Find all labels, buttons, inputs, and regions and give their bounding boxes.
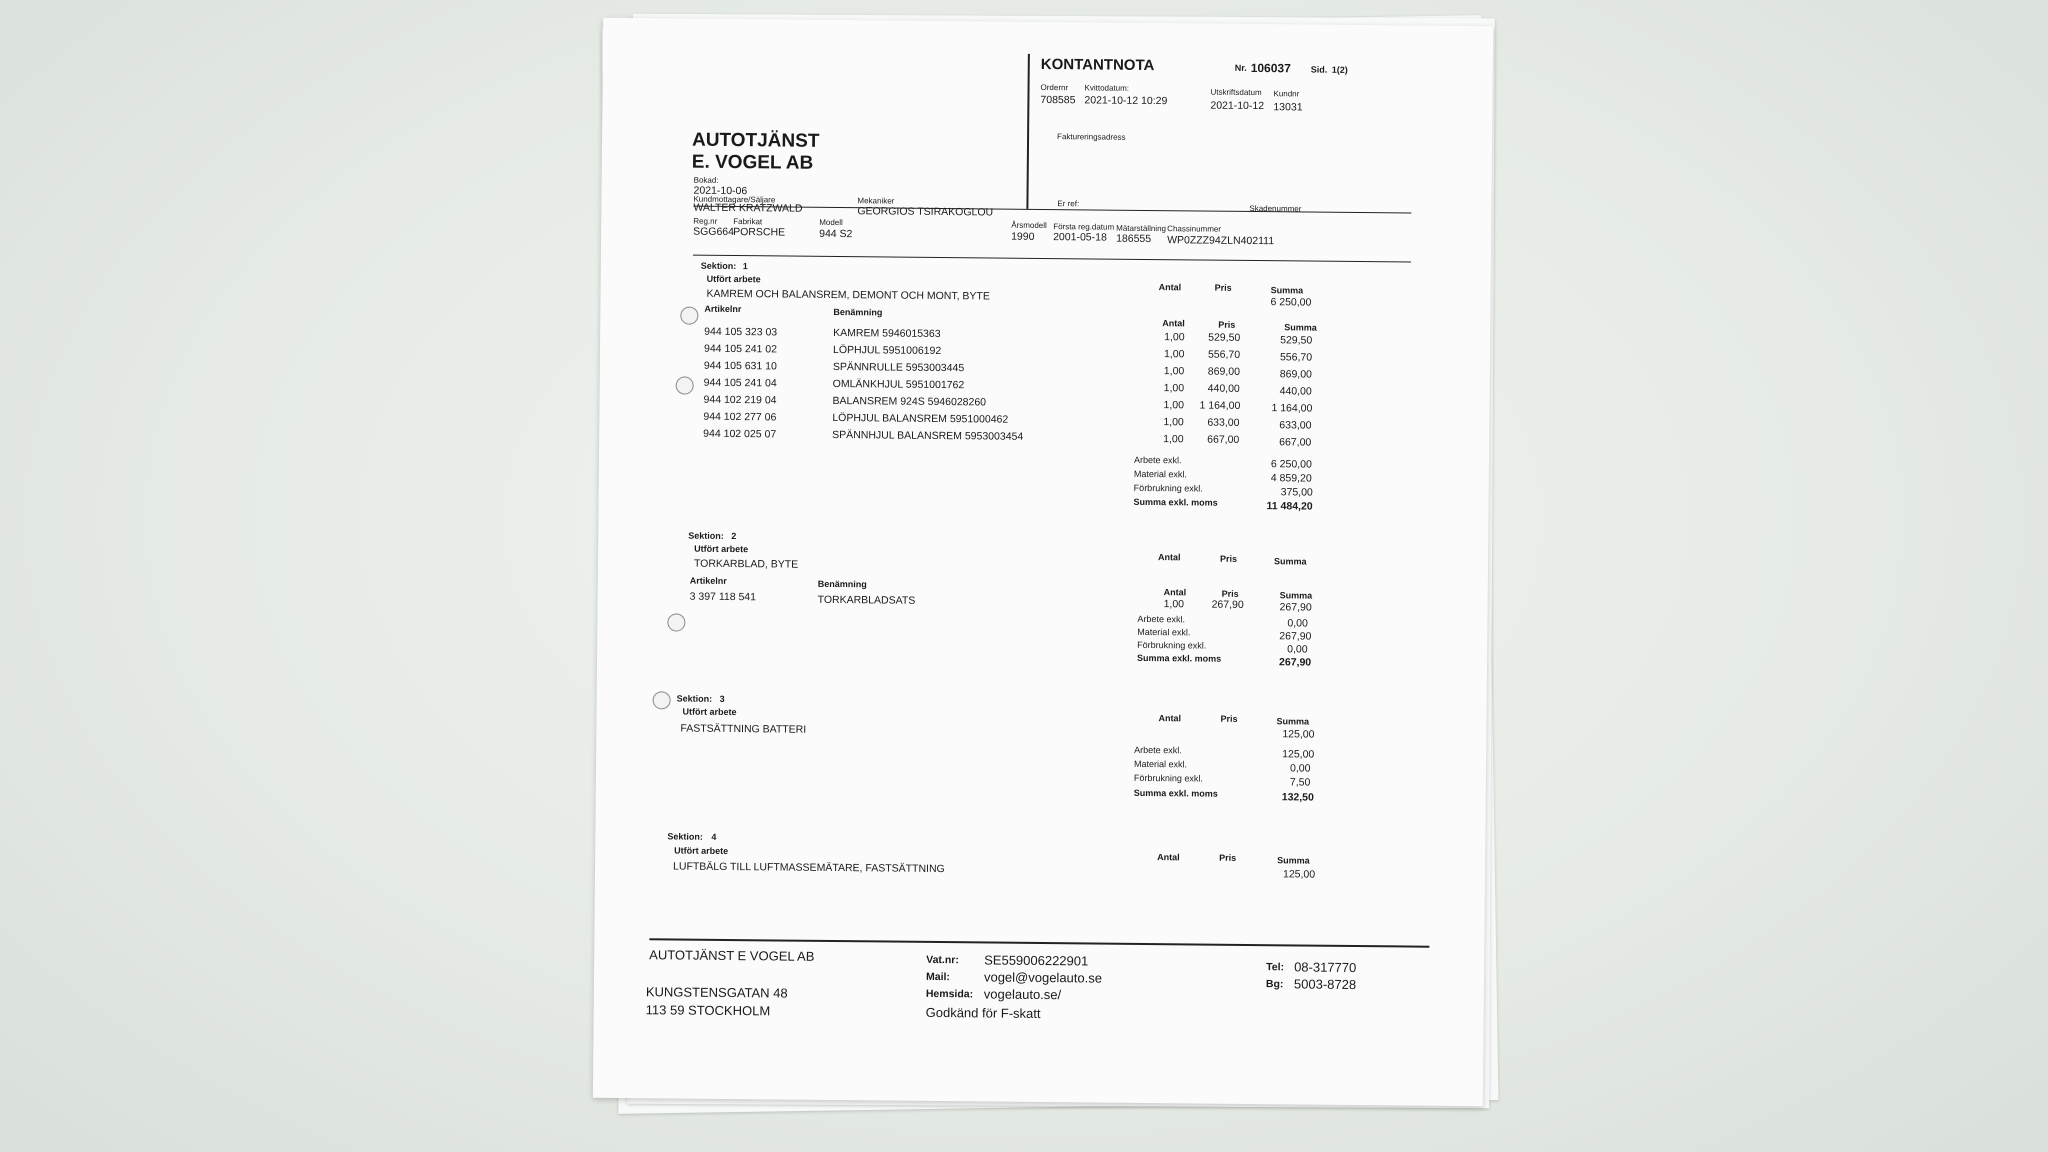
section-2-utfort: Utfört arbete [694, 543, 749, 555]
item-summa: 633,00 [1279, 419, 1312, 432]
item-antal: 1,00 [1163, 598, 1185, 611]
forsta: 2001-05-18 [1053, 231, 1107, 244]
faktura-label: Faktureringsadress [1057, 132, 1126, 142]
item-antal: 1,00 [1163, 416, 1184, 429]
s2-antal-header: Antal [1158, 552, 1181, 563]
modell: 944 S2 [819, 227, 853, 241]
section-1-nr: 1 [742, 261, 748, 272]
table-row [598, 588, 1488, 614]
s2-material-label: Material exkl. [1137, 626, 1191, 638]
section-2-label: Sektion: [688, 530, 724, 541]
s2-item-antal-header: Antal [1163, 587, 1187, 598]
item-artikelnr: 944 102 219 04 [703, 393, 777, 407]
item-name: OMLÄNKHJUL 5951001762 [832, 377, 965, 392]
item-name: SPÄNNRULLE 5953003445 [832, 360, 965, 375]
regnr: SGG664 [693, 225, 735, 239]
item-summa: 1 164,00 [1271, 402, 1313, 415]
s1-work-summa: 6 250,00 [1270, 296, 1312, 309]
s2-item-summa-header: Summa [1279, 590, 1313, 601]
receipt-page [593, 18, 1493, 1106]
item-pris: 529,50 [1208, 331, 1241, 344]
kundnr: 13031 [1273, 101, 1303, 114]
punch-hole [680, 307, 698, 325]
s4-antal-header: Antal [1157, 852, 1180, 863]
s3-work-summa: 125,00 [1282, 728, 1315, 741]
item-artikelnr: 3 397 118 541 [689, 590, 757, 604]
item-artikelnr: 944 102 277 06 [703, 410, 777, 424]
s3-antal-header: Antal [1158, 713, 1182, 724]
fabrikat: PORSCHE [733, 226, 786, 239]
s2-pris-header: Pris [1219, 553, 1238, 564]
regnr-label: Reg.nr [693, 216, 718, 226]
company-name-line2: E. VOGEL AB [691, 151, 814, 174]
chassi: WP0ZZZ94ZLN402111 [1167, 234, 1275, 248]
s2-summa-header: Summa [1273, 556, 1307, 567]
item-antal: 1,00 [1163, 382, 1185, 395]
footer-city: 113 59 STOCKHOLM [645, 1002, 771, 1019]
arsmodell-label: Årsmodell [1011, 220, 1047, 231]
footer-bg-label: Bg: [1265, 978, 1284, 991]
footer-fskatt: Godkänd för F-skatt [925, 1004, 1041, 1021]
item-name: LÖPHJUL BALANSREM 5951000462 [832, 411, 1009, 426]
item-artikelnr: 944 105 241 04 [703, 376, 777, 390]
matar-label: Mätarställning [1116, 223, 1167, 234]
s3-arbete: 125,00 [1282, 748, 1315, 761]
item-name: BALANSREM 924S 5946028260 [832, 394, 987, 409]
item-summa: 267,90 [1279, 601, 1312, 614]
section-2-nr: 2 [731, 531, 737, 542]
s3-pris-header: Pris [1220, 713, 1238, 724]
fabrikat-label: Fabrikat [733, 217, 763, 227]
s3-summa-header: Summa [1276, 716, 1310, 727]
s4-pris-header: Pris [1219, 852, 1237, 863]
kvitto-label: Kvittodatum: [1084, 83, 1130, 93]
s2-forbrukning: 0,00 [1287, 643, 1308, 656]
er-ref-label: Er ref: [1057, 199, 1080, 209]
s1-antal-header: Antal [1158, 282, 1182, 293]
item-pris: 633,00 [1207, 416, 1240, 429]
s2-forbrukning-label: Förbrukning exkl. [1137, 639, 1207, 651]
footer-rule [649, 938, 1429, 947]
section-4-nr: 4 [711, 831, 717, 842]
s3-summa-exkl-label: Summa exkl. moms [1133, 787, 1218, 799]
item-artikelnr: 944 105 631 10 [703, 359, 777, 373]
item-name: TORKARBLADSATS [817, 593, 916, 607]
skade-label: Skadenummer [1249, 203, 1302, 214]
ordernr: 708585 [1040, 93, 1076, 107]
s2-item-pris-header: Pris [1221, 588, 1239, 599]
s2-summa-exkl-label: Summa exkl. moms [1137, 652, 1222, 664]
item-name: LÖPHJUL 5951006192 [832, 343, 942, 358]
s1-pris-header: Pris [1214, 282, 1232, 293]
page-label: Sid. [1310, 64, 1328, 75]
footer-company: AUTOTJÄNST E VOGEL AB [649, 947, 815, 964]
s1-forbrukning: 375,00 [1280, 486, 1313, 499]
doc-nr: 106037 [1250, 60, 1291, 76]
doc-title: KONTANTNOTA [1040, 55, 1155, 75]
item-pris: 869,00 [1207, 365, 1241, 378]
s3-material: 0,00 [1289, 762, 1311, 775]
mekaniker-label: Mekaniker [857, 196, 895, 206]
section-1-items [600, 325, 1490, 449]
item-antal: 1,00 [1163, 365, 1185, 378]
s2-arbete: 0,00 [1287, 617, 1308, 630]
s4-work-summa: 125,00 [1282, 868, 1316, 881]
section-3-nr: 3 [719, 693, 725, 704]
s1-artikel-header: Artikelnr [704, 303, 742, 315]
footer-mail-label: Mail: [925, 970, 950, 984]
s2-summa-exkl: 267,90 [1278, 656, 1312, 669]
s1-benamning-header: Benämning [833, 306, 883, 318]
item-artikelnr: 944 105 323 03 [704, 325, 778, 339]
section-3-work: FASTSÄTTNING BATTERI [680, 722, 807, 736]
s2-arbete-label: Arbete exkl. [1137, 613, 1186, 625]
item-summa: 529,50 [1280, 334, 1313, 347]
s1-forbrukning-label: Förbrukning exkl. [1133, 482, 1203, 494]
item-name: SPÄNNHJUL BALANSREM 5953003454 [832, 428, 1024, 443]
footer-tel-label: Tel: [1266, 961, 1285, 974]
section-3-utfort: Utfört arbete [682, 706, 737, 718]
item-summa: 440,00 [1279, 385, 1312, 398]
item-artikelnr: 944 102 025 07 [703, 427, 777, 441]
s3-summa-exkl: 132,50 [1281, 791, 1314, 804]
item-antal: 1,00 [1164, 331, 1185, 344]
ordernr-label: Ordernr [1040, 82, 1069, 93]
footer-bg: 5003-8728 [1293, 976, 1357, 993]
doc-nr-label: Nr. [1234, 62, 1247, 73]
s1-material: 4 859,20 [1270, 472, 1312, 485]
footer-vat: SE559006222901 [984, 952, 1089, 969]
s3-forbrukning-label: Förbrukning exkl. [1133, 772, 1204, 784]
item-pris: 556,70 [1207, 348, 1241, 361]
footer-web-label: Hemsida: [925, 987, 974, 1001]
section-1-label: Sektion: [700, 260, 737, 272]
section-2-work: TORKARBLAD, BYTE [693, 557, 799, 571]
kundmot: WALTER KRATZWALD [693, 201, 803, 215]
section-4-work: LUFTBÄLG TILL LUFTMASSEMÄTARE, FASTSÄTTNING [673, 860, 945, 876]
item-name: KAMREM 5946015363 [833, 326, 941, 341]
punch-hole [676, 376, 694, 394]
section-2-items [598, 588, 1488, 614]
s2-artikel-header: Artikelnr [689, 575, 727, 586]
item-pris: 1 164,00 [1199, 399, 1241, 412]
s3-forbrukning: 7,50 [1289, 776, 1311, 789]
punch-hole [667, 613, 685, 631]
footer-mail: vogel@vogelauto.se [983, 969, 1103, 986]
s1-arbete-label: Arbete exkl. [1133, 454, 1182, 466]
s1-summa-header: Summa [1270, 285, 1304, 296]
item-artikelnr: 944 105 241 02 [703, 342, 778, 356]
item-pris: 440,00 [1207, 382, 1240, 395]
item-summa: 667,00 [1279, 436, 1312, 449]
s1-arbete: 6 250,00 [1270, 458, 1312, 471]
s1-material-label: Material exkl. [1133, 468, 1187, 480]
modell-label: Modell [819, 217, 843, 228]
item-antal: 1,00 [1163, 399, 1185, 412]
bokad-label: Bokad: [693, 175, 719, 185]
s1-item-summa-header: Summa [1284, 322, 1317, 333]
section-1-utfort: Utfört arbete [706, 273, 761, 285]
section-1-work: KAMREM OCH BALANSREM, DEMONT OCH MONT, BYTE [706, 287, 990, 303]
s1-item-pris-header: Pris [1218, 319, 1236, 330]
chassi-label: Chassinummer [1167, 224, 1222, 234]
footer-tel: 08-317770 [1294, 959, 1357, 976]
section-3-label: Sektion: [676, 693, 713, 704]
punch-hole [653, 691, 671, 709]
bokad: 2021-10-06 [693, 184, 748, 198]
footer-street: KUNGSTENSGATAN 48 [645, 984, 788, 1001]
section-4-utfort: Utfört arbete [674, 845, 729, 856]
s4-summa-header: Summa [1277, 855, 1310, 866]
s1-summa-exkl-label: Summa exkl. moms [1133, 496, 1218, 508]
item-antal: 1,00 [1163, 348, 1185, 361]
s3-material-label: Material exkl. [1134, 758, 1188, 770]
mekaniker: GEORGIOS TSIRAKOGLOU [857, 205, 994, 219]
item-summa: 869,00 [1279, 368, 1312, 381]
section-4-label: Sektion: [667, 831, 703, 842]
item-antal: 1,00 [1163, 433, 1184, 446]
kvitto: 2021-10-12 10:29 [1084, 94, 1168, 108]
s1-item-antal-header: Antal [1162, 318, 1185, 329]
kundnr-label: Kundnr [1273, 89, 1300, 99]
page-number: 1(2) [1331, 64, 1348, 75]
s2-material: 267,90 [1279, 630, 1312, 643]
s1-summa-exkl: 11 484,20 [1266, 500, 1313, 513]
frame-line [1026, 54, 1029, 209]
item-pris: 667,00 [1207, 433, 1240, 446]
utskrift: 2021-10-12 [1210, 99, 1265, 113]
item-summa: 556,70 [1279, 351, 1313, 364]
s2-benamning-header: Benämning [817, 578, 867, 590]
arsmodell: 1990 [1011, 230, 1035, 243]
matar: 186555 [1116, 232, 1152, 246]
kundmot-label: Kundmottagare/Säljare [693, 194, 776, 205]
company-name-line1: AUTOTJÄNST [691, 129, 820, 152]
s3-arbete-label: Arbete exkl. [1134, 744, 1182, 756]
item-pris: 267,90 [1211, 598, 1244, 611]
utskrift-label: Utskriftsdatum [1210, 87, 1262, 98]
frame-line [693, 255, 1411, 263]
footer-vat-label: Vat.nr: [926, 953, 959, 967]
forsta-label: Första reg.datum [1053, 222, 1115, 232]
footer-web: vogelauto.se/ [983, 986, 1062, 1003]
